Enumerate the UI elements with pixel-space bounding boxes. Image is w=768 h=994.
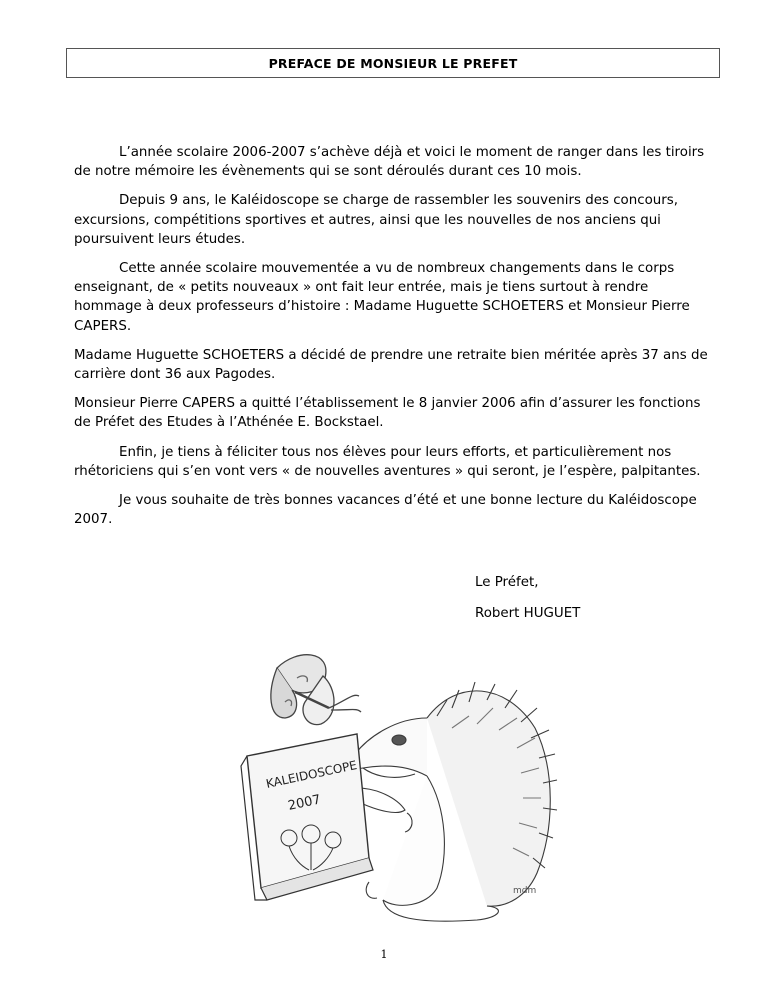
paragraph-kaleidoscope: Depuis 9 ans, le Kaléidoscope se charge de rassembler les souvenirs des concours, excursions, compétitions sportives et autres, ainsi que les nouvelles de nos anciens qui poursuivent leurs études. xyxy=(74,193,679,247)
book-title-text: KALEIDOSCOPE xyxy=(264,757,359,791)
paragraph-wishes: Je vous souhaite de très bonnes vacances d’été et une bonne lecture du Kaléidoscope 2007. xyxy=(74,493,697,528)
hedgehog-reading-illustration xyxy=(237,638,563,930)
page-number: 1 xyxy=(380,948,388,961)
book-year-text: 2007 xyxy=(286,792,323,814)
artist-signature: mdm xyxy=(513,886,537,896)
paragraph-congratulations: Enfin, je tiens à féliciter tous nos élèves pour leurs efforts, et particulièrement nos rhétoriciens qui s’en vont vers « de nouvelles aventures » qui seront, je l’espère, palpitantes. xyxy=(74,444,701,479)
paragraph-capers: Monsieur Pierre CAPERS a quitté l’établissement le 8 janvier 2006 afin d’assurer les fonctions de Préfet des Etudes à l’Athénée E. Bockstael. xyxy=(74,396,701,431)
paragraph-intro: L’année scolaire 2006-2007 s’achève déjà et voici le moment de ranger dans les tiroirs de notre mémoire les évènements qui se sont déroulés durant ces 10 mois. xyxy=(74,145,705,180)
book-drawing xyxy=(241,734,373,900)
butterfly-drawing xyxy=(271,655,361,725)
paragraph-changes: Cette année scolaire mouvementée a vu de nombreux changements dans le corps enseignant, de « petits nouveaux » ont fait leur entrée, mais je tiens surtout à rendre hommage à deux professeurs d’histoire : Madame Huguette SCHOETERS et Monsieur Pierre CAPERS. xyxy=(74,261,690,334)
signature-block xyxy=(475,573,580,635)
signature-name: Robert HUGUET xyxy=(475,606,581,622)
page-title: PREFACE DE MONSIEUR LE PREFET xyxy=(268,55,518,71)
preface-body xyxy=(74,143,710,539)
paragraph-schoeters: Madame Huguette SCHOETERS a décidé de prendre une retraite bien méritée après 37 ans de carrière dont 36 aux Pagodes. xyxy=(74,347,708,383)
title-box xyxy=(66,48,720,78)
signature-role: Le Préfet, xyxy=(475,575,539,590)
